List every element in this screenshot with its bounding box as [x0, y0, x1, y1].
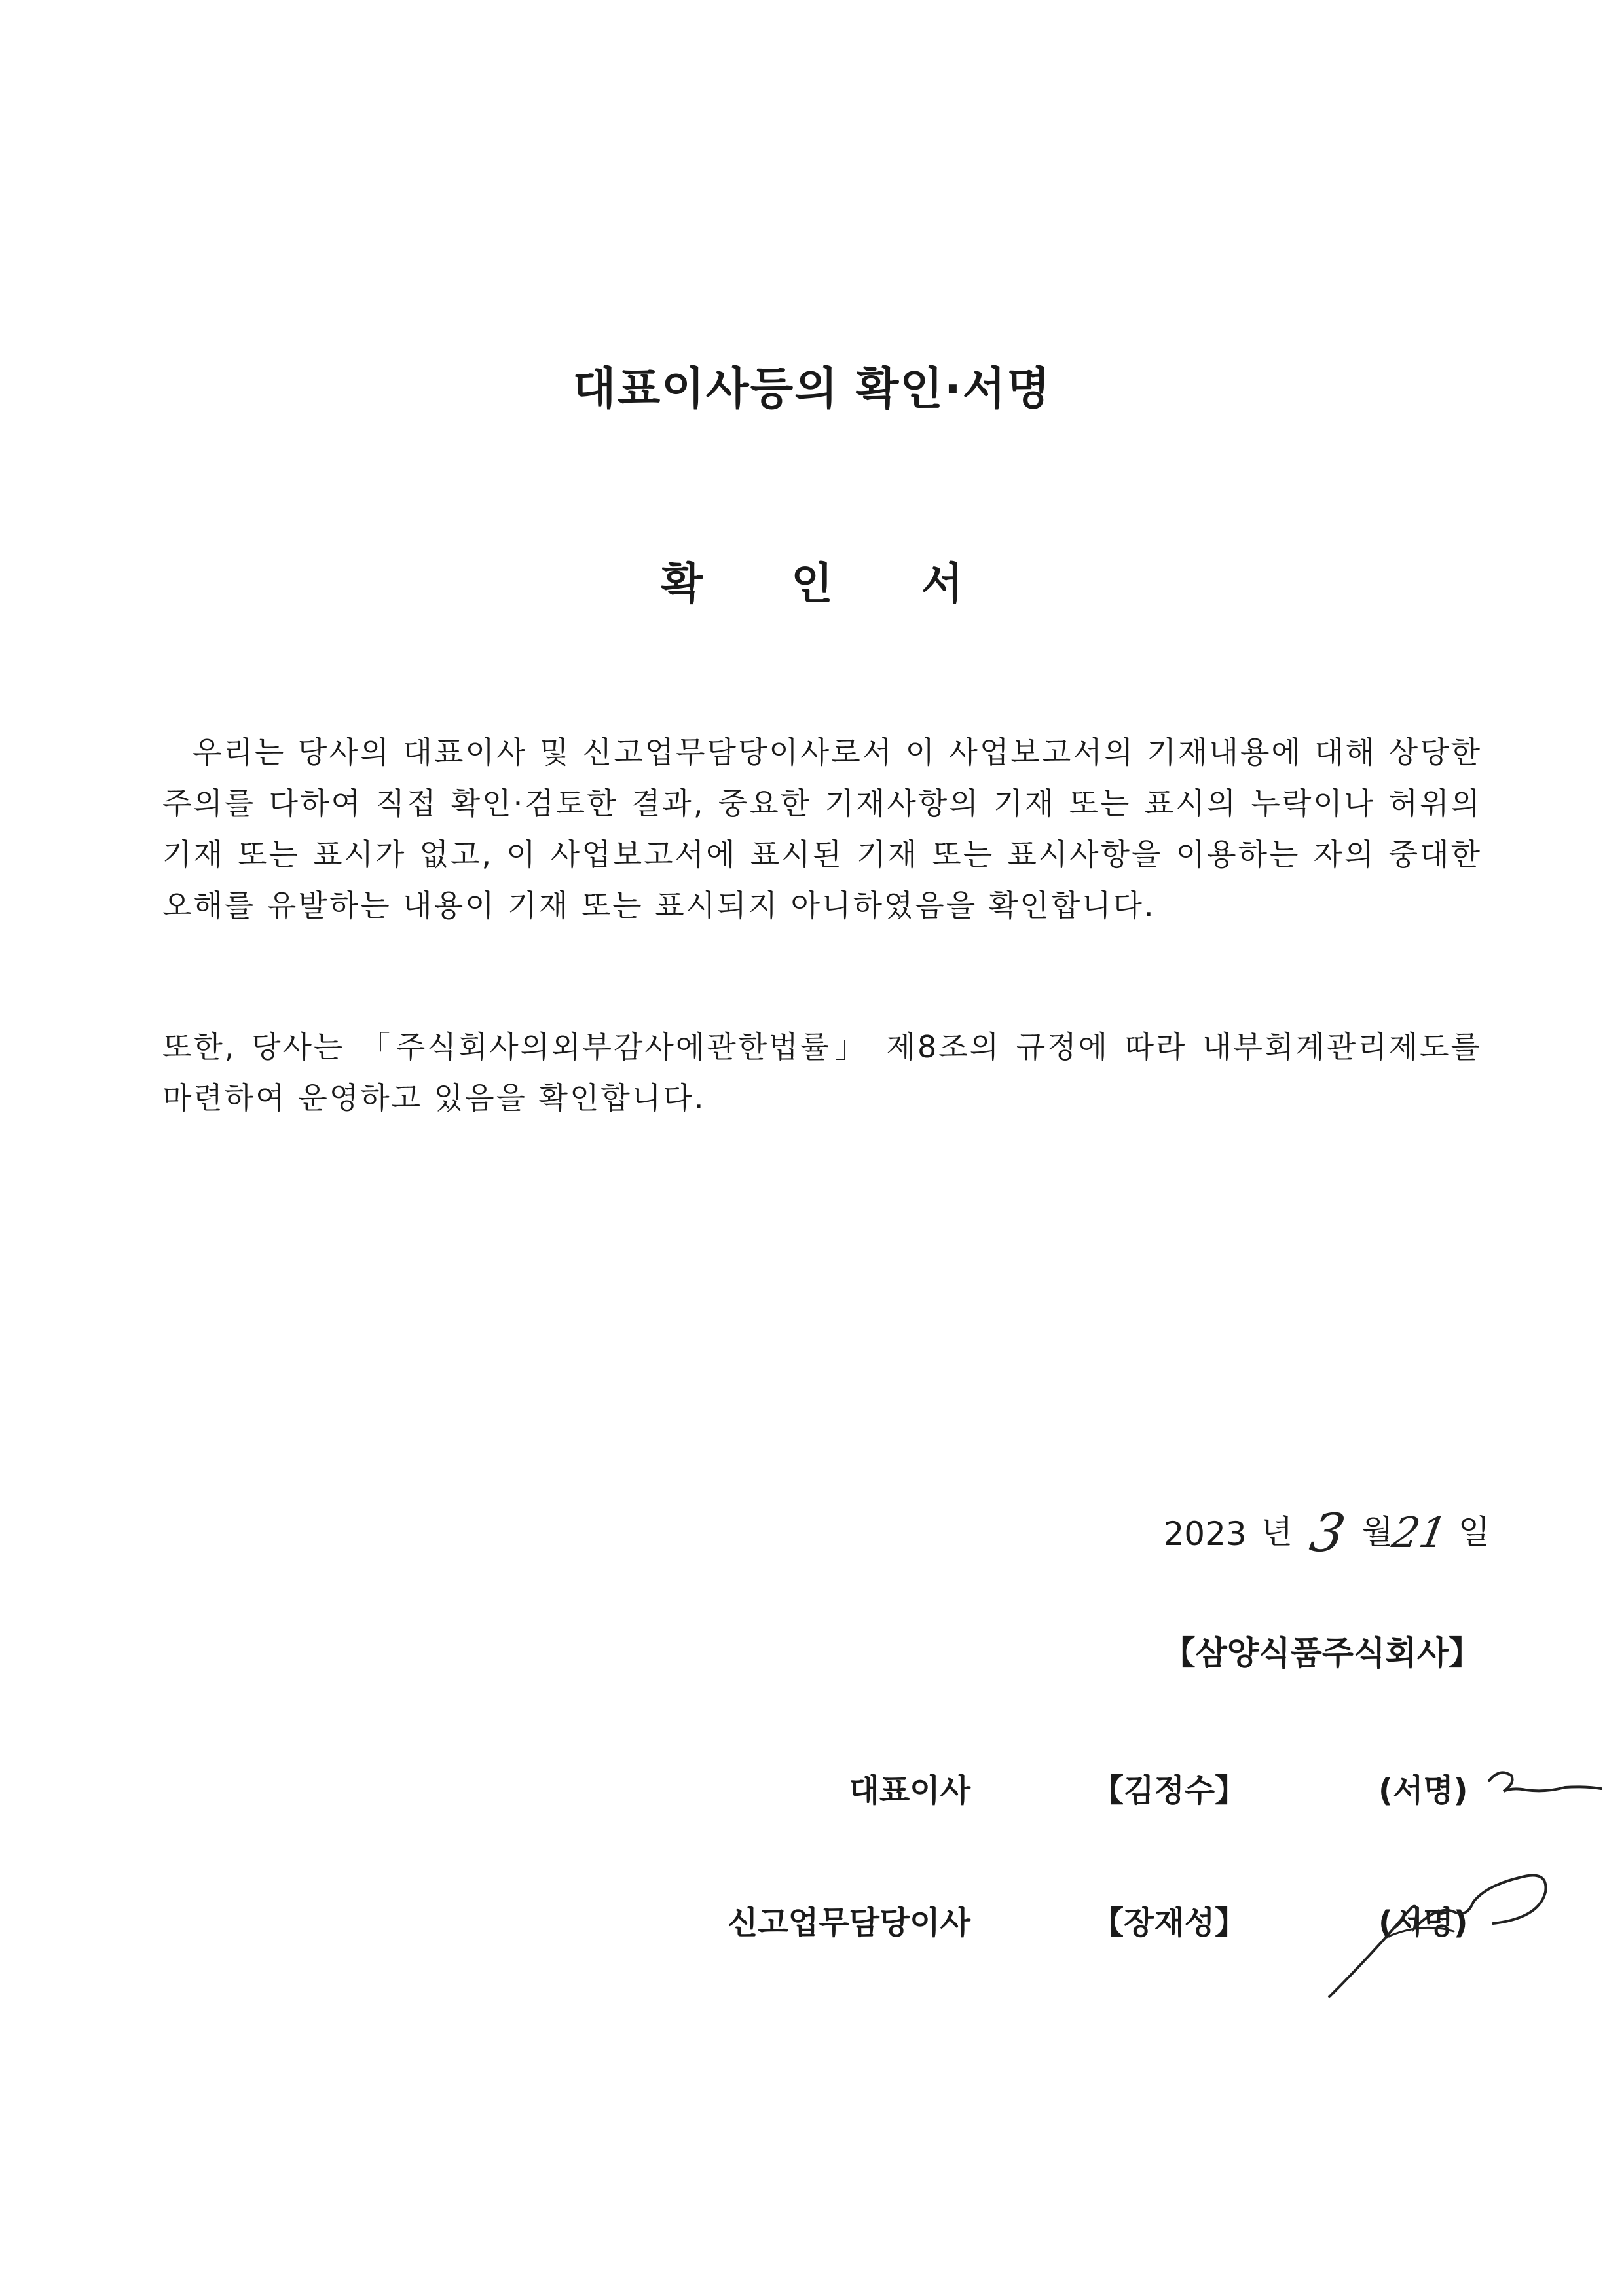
- document-subtitle: 확 인 서: [661, 558, 1000, 609]
- date-month-handwritten: 3: [1305, 1503, 1350, 1563]
- confirmation-paragraph: 우리는 당사의 대표이사 및 신고업무담당이사로서 이 사업보고서의 기재내용에 대해 상당한 주의를 다하여 직접 확인·검토한 결과, 중요한 기재사항의 기재 또는 표시의 누락이나 허위의 기재 또는 표시가 없고, 이 사업보고서에 표시된 기재 또는 표시사항을 이용하는 자의 중대한 오해를 유발하는 내용이 기재 또는 표시되지 아니하였음을 확인합니다.: [162, 735, 1482, 923]
- signatory-name-reporting-director: 【장재성】: [1092, 1904, 1247, 1941]
- date-line: [1163, 1503, 1490, 1563]
- date-month-unit: 월: [1361, 1513, 1393, 1551]
- internal-control-paragraph: 또한, 당사는 「주식회사의외부감사에관한법률」 제8조의 규정에 따라 내부회계관리제도를 마련하여 운영하고 있음을 확인합니다.: [162, 1029, 1482, 1116]
- signatory-name-ceo: 【김정수】: [1092, 1772, 1247, 1809]
- company-name: 【삼양식품주식회사】: [1162, 1634, 1481, 1672]
- signature-label-ceo: (서명): [1378, 1772, 1468, 1809]
- signatory-role-ceo: 대표이사: [849, 1772, 970, 1809]
- handwritten-signature-reporting-director: [1323, 1840, 1559, 2003]
- date-day-handwritten: 21: [1388, 1509, 1451, 1558]
- signature-label-reporting-director: (서명): [1378, 1904, 1468, 1941]
- handwritten-signature-ceo: [1486, 1761, 1604, 1813]
- date-year: 2023: [1163, 1515, 1247, 1553]
- signatory-role-reporting-director: 신고업무담당이사: [728, 1904, 970, 1941]
- date-day-unit: 일: [1458, 1513, 1490, 1551]
- document-title: 대표이사등의 확인·서명: [572, 363, 1052, 415]
- date-year-unit: 년: [1261, 1513, 1293, 1551]
